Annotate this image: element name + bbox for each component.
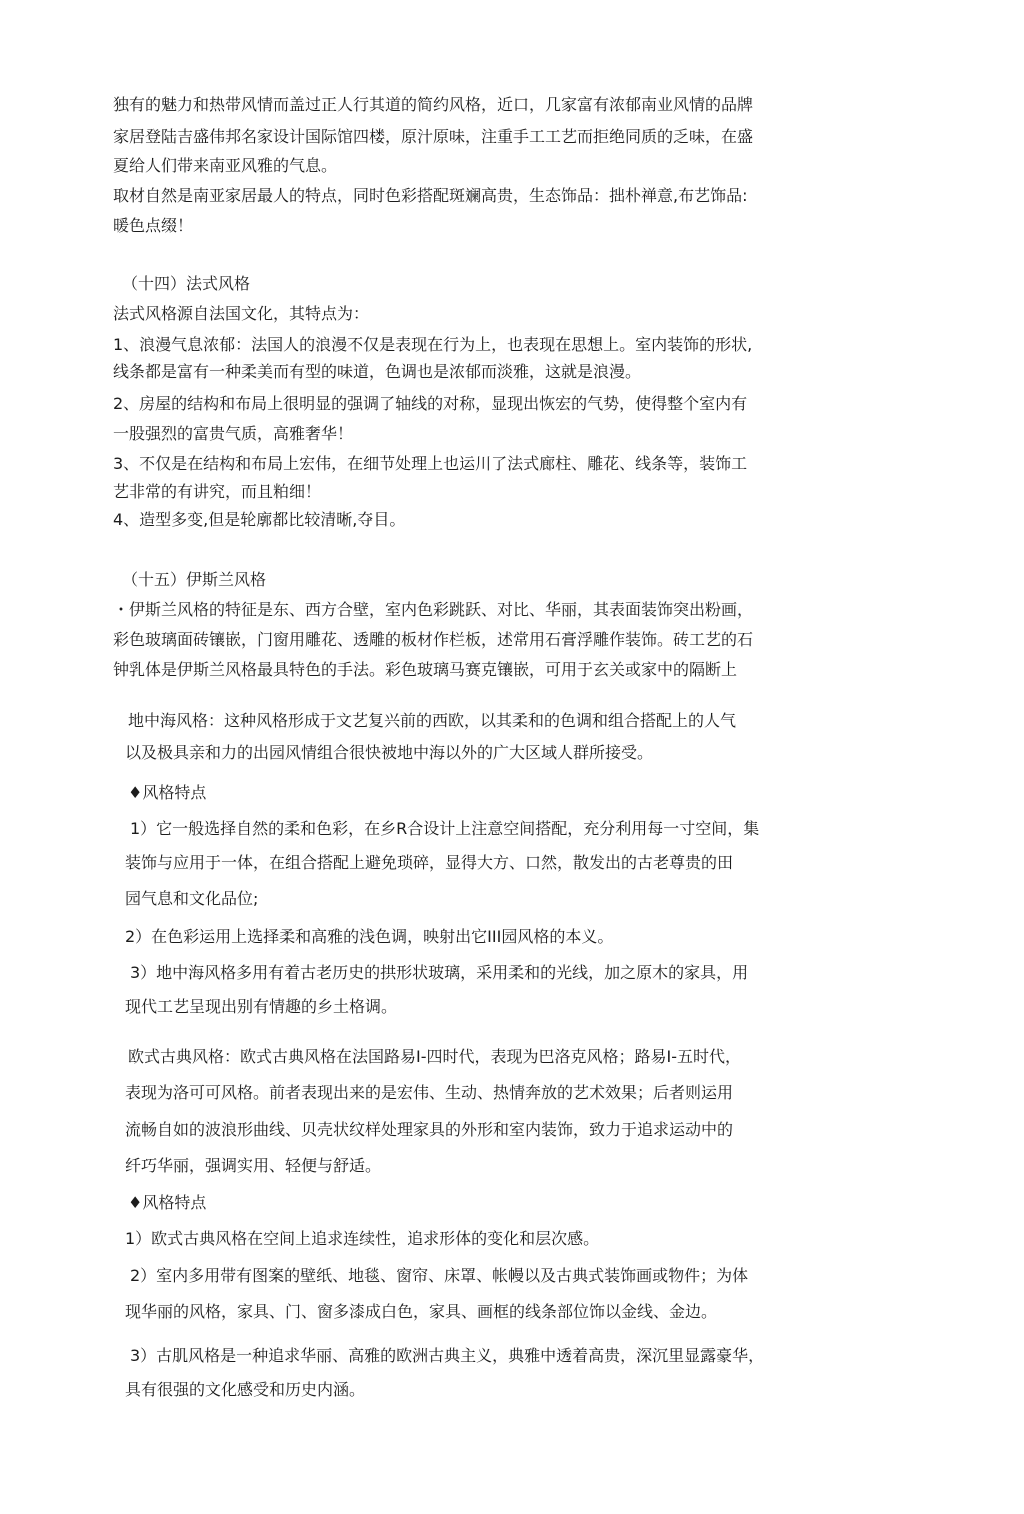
european-line-1: 欧式古典风格：欧式古典风格在法国路易I-四时代，表现为巴洛克风格；路易I-五时代， [128,1047,741,1066]
french-line-7: 艺非常的有讲究，而且粕细！ [113,482,322,501]
intro-line-1: 独有的魅力和热带风情而盖过正人行其道的简约风格，近口，几家富有浓郁南业风情的品牌 [113,95,754,114]
mediterranean-line-7: 2）在色彩运用上选择柔和高雅的浅色调，映射出它III园风格的本义。 [125,927,614,946]
french-line-5: 一股强烈的富贵气质，高雅奢华！ [113,424,354,443]
mediterranean-line-1: 地中海风格：这种风格形成于文艺复兴前的西欧，以其柔和的色调和组合搭配上的人气 [128,711,737,730]
european-line-8: 现华丽的风格，家具、门、窗多漆成白色，家具、画框的线条部位饰以金线、金边。 [125,1302,718,1321]
islamic-line-3: 钟乳体是伊斯兰风格最具特色的手法。彩色玻璃马赛克镶嵌，可用于玄关或家中的隔断上 [113,660,738,679]
mediterranean-line-2: 以及极具亲和力的出园风情组合很快被地中海以外的广大区域人群所接受。 [125,743,654,762]
european-line-6: 1）欧式古典风格在空间上追求连续性，追求形体的变化和层次感。 [125,1229,600,1248]
european-line-7: 2）室内多用带有图案的壁纸、地毯、窗帘、床罩、帐幔以及古典式装饰画或物件；为体 [130,1266,749,1285]
french-line-8: 4、造型多变,但是轮廓都比较清晰,夺目。 [113,510,406,529]
islamic-line-1: ・伊斯兰风格的特征是东、西方合壁，室内色彩跳跃、对比、华丽，其表面装饰突出粉画， [113,600,754,619]
mediterranean-line-9: 现代工艺呈现出别有情趣的乡土格调。 [125,997,398,1016]
european-line-3: 流畅自如的波浪形曲线、贝壳状纹样处理家具的外形和室内装饰，致力于追求运动中的 [125,1120,734,1139]
french-line-1: 法式风格源自法国文化，其特点为： [113,304,370,323]
mediterranean-feature-heading: ♦风格特点 [128,783,207,802]
intro-line-2: 家居登陆吉盛伟邦名家设计国际馆四楼，原汁原味，注重手工工艺而拒绝同质的乏味，在盛 [113,127,754,146]
islamic-heading: （十五）伊斯兰风格 [122,570,267,589]
mediterranean-line-6: 园气息和文化品位; [125,889,259,908]
european-line-9: 3）古肌风格是一种追求华丽、高雅的欧洲古典主义，典雅中透着高贵，深沉里显露豪华， [130,1346,765,1365]
french-line-4: 2、房屋的结构和布局上很明显的强调了轴线的对称，显现出恢宏的气势，使得整个室内有 [113,394,748,413]
european-line-2: 表现为洛可可风格。前者表现出来的是宏伟、生动、热情奔放的艺术效果；后者则运用 [125,1083,734,1102]
intro-line-4: 取材自然是南亚家居最人的特点，同时色彩搭配斑斓高贵，生态饰品：拙朴禅意,布艺饰品: [113,186,748,205]
european-line-10: 具有很强的文化感受和历史内涵。 [125,1380,366,1399]
intro-line-3: 夏给人们带来南亚风雅的气息。 [113,156,338,175]
european-feature-heading: ♦风格特点 [128,1193,207,1212]
french-line-2: 1、浪漫气息浓郁：法国人的浪漫不仅是表现在行为上，也表现在思想上。室内装饰的形状, [113,335,753,354]
mediterranean-line-8: 3）地中海风格多用有着古老历史的拱形状玻璃，采用柔和的光线，加之原木的家具，用 [130,963,749,982]
intro-line-5: 暖色点缀！ [113,216,194,235]
mediterranean-line-5: 装饰与应用于一体，在组合搭配上避免琐碎，显得大方、口然，散发出的古老尊贵的田 [125,853,734,872]
islamic-line-2: 彩色玻璃面砖镶嵌，门窗用雕花、透雕的板材作栏板，述常用石膏浮雕作装饰。砖工艺的石 [113,630,754,649]
european-line-4: 纤巧华丽，强调实用、轻便与舒适。 [125,1156,382,1175]
french-line-3: 线条都是富有一种柔美而有型的味道，色调也是浓郁而淡雅，这就是浪漫。 [113,362,642,381]
mediterranean-line-4: 1）它一般选择自然的柔和色彩，在乡R合设计上注意空间搭配，充分利用每一寸空间，集 [130,819,760,838]
french-line-6: 3、不仅是在结构和布局上宏伟，在细节处理上也运川了法式廊柱、雕花、线条等，装饰工 [113,454,748,473]
french-heading: （十四）法式风格 [122,274,251,293]
